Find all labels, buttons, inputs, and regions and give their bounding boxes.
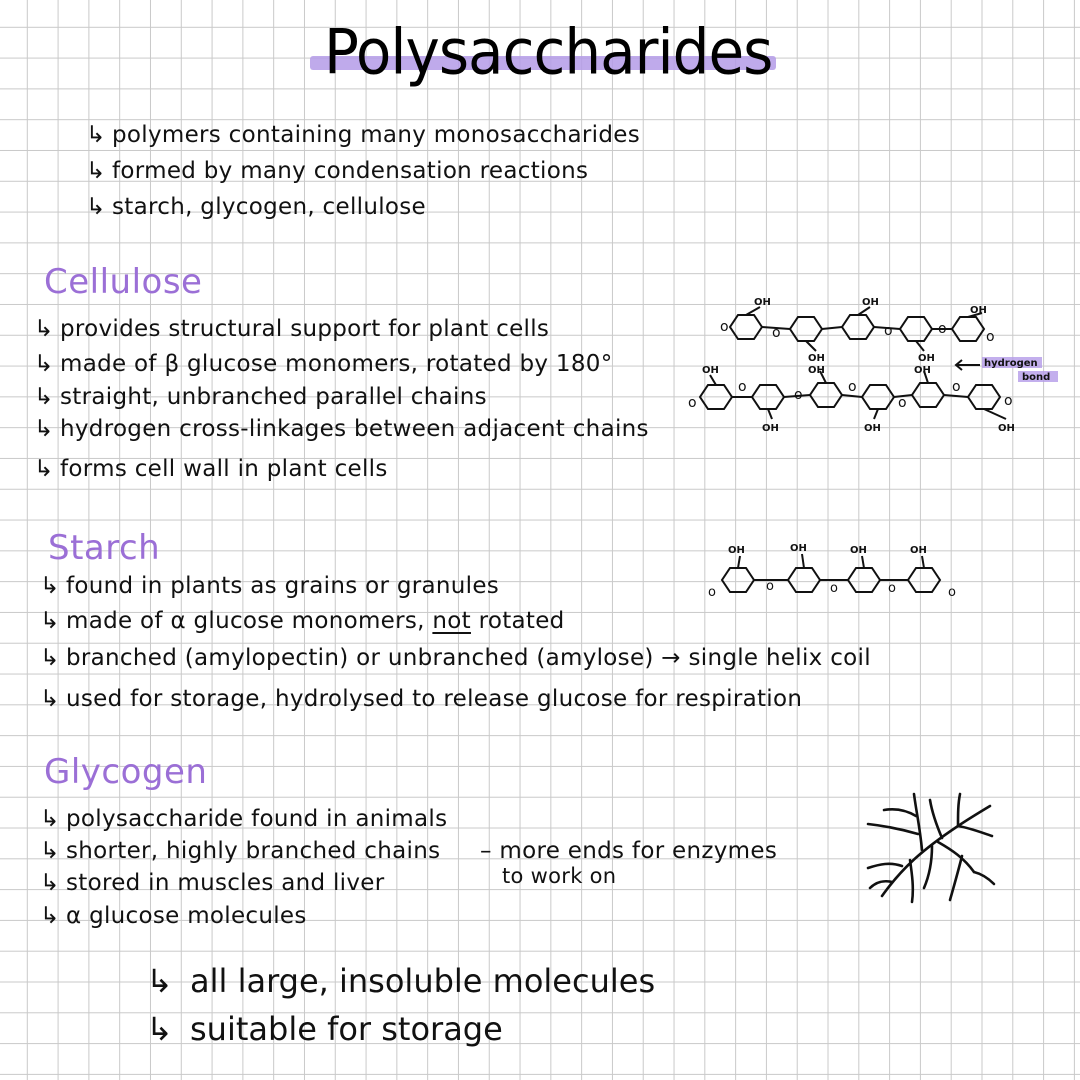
cellulose-point xyxy=(34,456,388,482)
oxygen-label: o xyxy=(766,579,774,594)
intro-item xyxy=(86,158,588,184)
oxygen-label: o xyxy=(888,581,896,596)
summary-item xyxy=(146,962,655,1000)
oxygen-label: o xyxy=(708,585,716,600)
summary-text: suitable for storage xyxy=(190,1010,503,1048)
starch-point xyxy=(40,608,565,634)
oh-label: OH xyxy=(918,353,935,364)
oh-label: OH xyxy=(998,423,1015,434)
arrow-icon: ↳ xyxy=(40,806,60,832)
arrow-icon: ↳ xyxy=(34,384,54,410)
point-text: made of β glucose monomers, rotated by 180° xyxy=(60,351,613,377)
glycogen-point xyxy=(40,806,447,832)
arrow-icon: ↳ xyxy=(34,351,54,377)
summary-item xyxy=(146,1010,503,1048)
point-text: rotated xyxy=(470,608,565,634)
arrow-icon: ↳ xyxy=(40,608,60,634)
cellulose-point xyxy=(34,351,613,377)
cellulose-heading: Cellulose xyxy=(44,262,203,302)
oh-label: OH xyxy=(808,353,825,364)
point-text: forms cell wall in plant cells xyxy=(60,456,388,482)
glycogen-heading: Glycogen xyxy=(44,752,208,792)
glycogen-point xyxy=(40,838,440,864)
oxygen-label: o xyxy=(738,379,747,395)
arrow-icon: ↳ xyxy=(146,1010,173,1048)
arrow-icon: ↳ xyxy=(40,573,60,599)
oxygen-label: o xyxy=(884,323,893,339)
starch-point xyxy=(40,645,871,671)
arrow-icon: ↳ xyxy=(40,645,60,671)
point-text: branched (amylopectin) or unbranched (amylose) → single helix coil xyxy=(66,645,871,671)
arrow-icon: ↳ xyxy=(40,686,60,712)
starch-point xyxy=(40,573,499,599)
hydrogen-label: hydrogen xyxy=(984,358,1038,369)
arrow-icon: ↳ xyxy=(146,962,173,1000)
summary-text: all large, insoluble molecules xyxy=(190,962,656,1000)
title-block xyxy=(300,15,780,98)
oh-label: OH xyxy=(862,297,879,308)
starch-structure-diagram xyxy=(700,538,970,608)
intro-text: polymers containing many monosaccharides xyxy=(112,122,640,148)
oh-label: OH xyxy=(702,365,719,376)
oh-label: OH xyxy=(910,545,927,556)
arrow-icon: ↳ xyxy=(86,194,106,220)
arrow-icon: ↳ xyxy=(86,158,106,184)
point-text: α glucose molecules xyxy=(66,903,307,929)
page-title: Polysaccharides xyxy=(324,15,773,89)
oh-label: OH xyxy=(728,545,745,556)
oh-label: OH xyxy=(808,365,825,376)
oh-label: OH xyxy=(790,543,807,554)
intro-text: formed by many condensation reactions xyxy=(112,158,589,184)
point-text: stored in muscles and liver xyxy=(66,870,385,896)
cellulose-point xyxy=(34,384,487,410)
oxygen-label: o xyxy=(830,581,838,596)
glycogen-note: – more ends for enzymes xyxy=(480,838,778,864)
point-text: polysaccharide found in animals xyxy=(66,806,448,832)
point-text: made of α glucose monomers, xyxy=(66,608,433,634)
starch-heading: Starch xyxy=(48,528,161,568)
cellulose-point xyxy=(34,416,649,442)
oxygen-label: o xyxy=(952,379,961,395)
oxygen-label: o xyxy=(688,395,697,411)
oh-label: OH xyxy=(850,545,867,556)
point-text: used for storage, hydrolysed to release glucose for respiration xyxy=(66,686,803,712)
glycogen-point xyxy=(40,903,307,929)
oh-label: OH xyxy=(970,305,987,316)
arrow-icon: ↳ xyxy=(34,316,54,342)
arrow-icon: ↳ xyxy=(34,416,54,442)
underlined-not: not xyxy=(432,608,471,634)
starch-point xyxy=(40,686,802,712)
point-text: hydrogen cross-linkages between adjacent chains xyxy=(60,416,649,442)
glycogen-note-continued: to work on xyxy=(502,864,617,888)
point-text: straight, unbranched parallel chains xyxy=(60,384,487,410)
oxygen-label: o xyxy=(848,379,857,395)
oxygen-label: o xyxy=(938,321,947,337)
oxygen-label: o xyxy=(772,325,781,341)
oxygen-label: o xyxy=(948,585,956,600)
arrow-icon: ↳ xyxy=(40,838,60,864)
arrow-icon: ↳ xyxy=(40,870,60,896)
oh-label: OH xyxy=(762,423,779,434)
arrow-icon: ↳ xyxy=(40,903,60,929)
glycogen-point xyxy=(40,870,385,896)
cellulose-structure-diagram xyxy=(680,285,1070,445)
point-text: provides structural support for plant cells xyxy=(60,316,550,342)
oh-label: OH xyxy=(754,297,771,308)
oh-label: OH xyxy=(864,423,881,434)
arrow-icon: ↳ xyxy=(86,122,106,148)
oxygen-label: o xyxy=(898,395,907,411)
cellulose-point xyxy=(34,316,549,342)
oh-label: OH xyxy=(914,365,931,376)
bond-label: bond xyxy=(1022,372,1051,383)
point-text: found in plants as grains or granules xyxy=(66,573,500,599)
intro-item xyxy=(86,122,640,148)
oxygen-label: o xyxy=(1004,393,1013,409)
intro-text: starch, glycogen, cellulose xyxy=(112,194,427,220)
oxygen-label: o xyxy=(986,329,995,345)
arrow-icon: ↳ xyxy=(34,456,54,482)
point-text: shorter, highly branched chains xyxy=(66,838,441,864)
intro-item xyxy=(86,194,426,220)
glycogen-branching-sketch xyxy=(862,788,998,908)
oxygen-label: o xyxy=(794,387,803,403)
oxygen-label: o xyxy=(720,319,729,335)
